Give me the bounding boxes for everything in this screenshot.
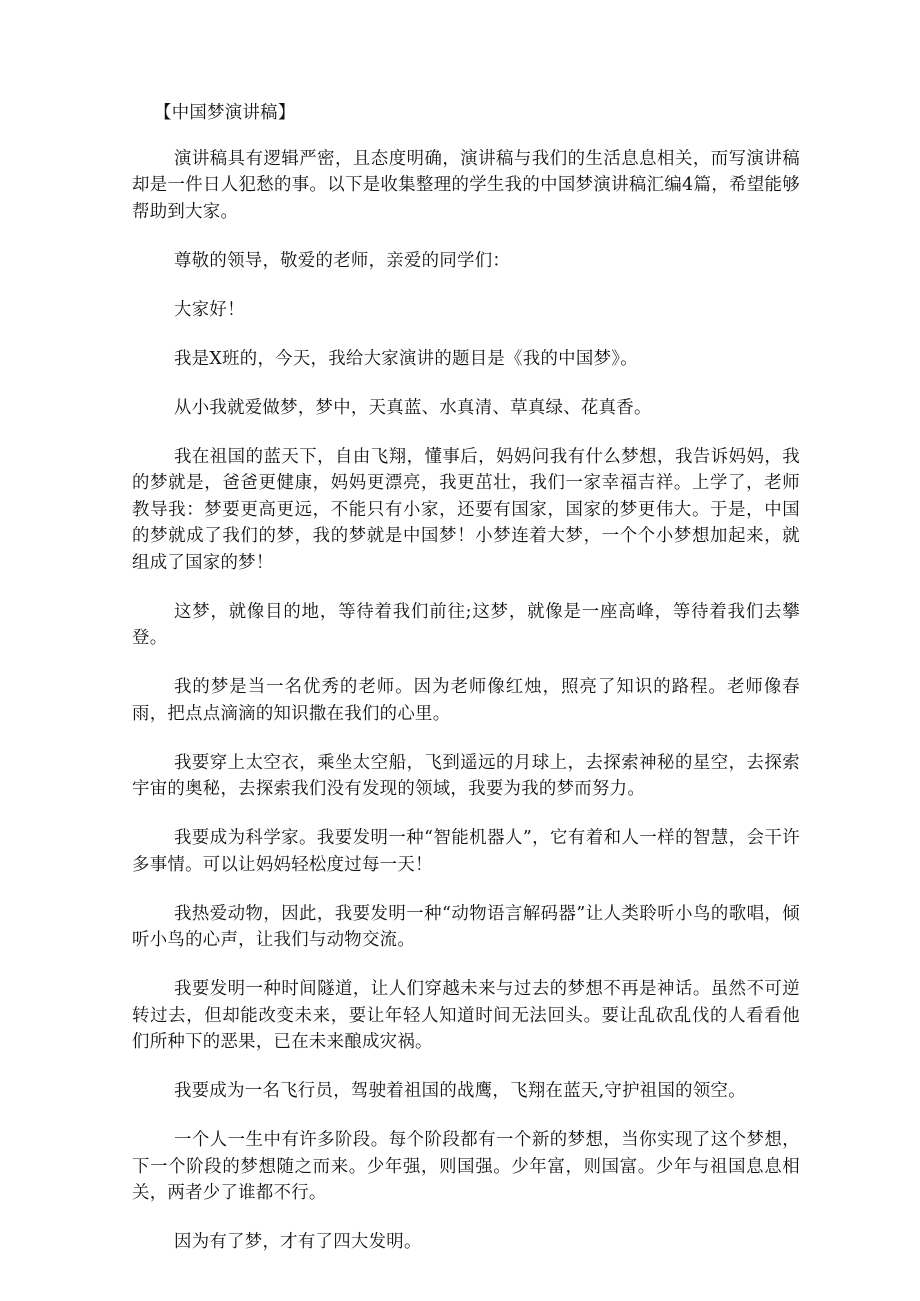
- paragraph-family-dream: 我在祖国的蓝天下，自由飞翔，懂事后，妈妈问我有什么梦想，我告诉妈妈，我的梦就是，爸爸更健康，妈妈更漂亮，我更茁壮，我们一家幸福吉祥。上学了，老师教导我：梦要更高更远，不能只有小家，还要有国家，国家的梦更伟大。于是，中国的梦就成了我们的梦，我的梦就是中国梦！小梦连着大梦，一个个小梦想加起来，就组成了国家的梦！: [132, 446, 800, 573]
- paragraph-teacher: 我的梦是当一名优秀的老师。因为老师像红烛，照亮了知识的路程。老师像春雨，把点点滴滴的知识撒在我们的心里。: [132, 677, 800, 724]
- document-title: 【中国梦演讲稿】: [154, 103, 296, 123]
- paragraph-childhood-dream: 从小我就爱做梦，梦中，天真蓝、水真清、草真绿、花真香。: [174, 397, 652, 418]
- paragraph-intro: 演讲稿具有逻辑严密，且态度明确，演讲稿与我们的生活息息相关，而写演讲稿却是一件日人犯愁的事。以下是收集整理的学生我的中国梦演讲稿汇编4篇，希望能够帮助到大家。: [132, 148, 800, 222]
- paragraph-salutation: 尊敬的领导，敬爱的老师，亲爱的同学们：: [174, 250, 511, 271]
- paragraph-topic: 我是X班的，今天，我给大家演讲的题目是《我的中国梦》。: [174, 348, 638, 369]
- paragraph-destination: 这梦，就像目的地，等待着我们前往;这梦，就像是一座高峰，等待着我们去攀登。: [132, 601, 800, 648]
- paragraph-time-tunnel: 我要发明一种时间隧道，让人们穿越未来与过去的梦想不再是神话。虽然不可逆转过去，但却能改变未来，要让年轻人知道时间无法回头。要让乱砍乱伐的人看看他们所种下的恶果，已在未来酿成灾祸。: [132, 979, 800, 1052]
- document-body: [132, 100, 800, 1278]
- paragraph-greeting: 大家好！: [174, 299, 245, 320]
- paragraph-scientist: 我要成为科学家。我要发明一种“智能机器人”，它有着和人一样的智慧，会干许多事情。可以让妈妈轻松度过每一天！: [132, 828, 800, 875]
- paragraph-astronaut: 我要穿上太空衣，乘坐太空船，飞到遥远的月球上，去探索神秘的星空，去探索宇宙的奥秘，去探索我们没有发现的领域，我要为我的梦而努力。: [132, 752, 800, 799]
- paragraph-inventions: 因为有了梦，才有了四大发明。: [174, 1232, 422, 1252]
- paragraph-life-stages: 一个人一生中有许多阶段。每个阶段都有一个新的梦想，当你实现了这个梦想，下一个阶段的梦想随之而来。少年强，则国强。少年富，则国富。少年与祖国息息相关，两者少了谁都不行。: [132, 1130, 800, 1203]
- paragraph-animals: 我热爱动物，因此，我要发明一种“动物语言解码器”让人类聆听小鸟的歌唱，倾听小鸟的心声，让我们与动物交流。: [132, 903, 800, 950]
- paragraph-pilot: 我要成为一名飞行员，驾驶着祖国的战鹰，飞翔在蓝天,守护祖国的领空。: [174, 1081, 746, 1101]
